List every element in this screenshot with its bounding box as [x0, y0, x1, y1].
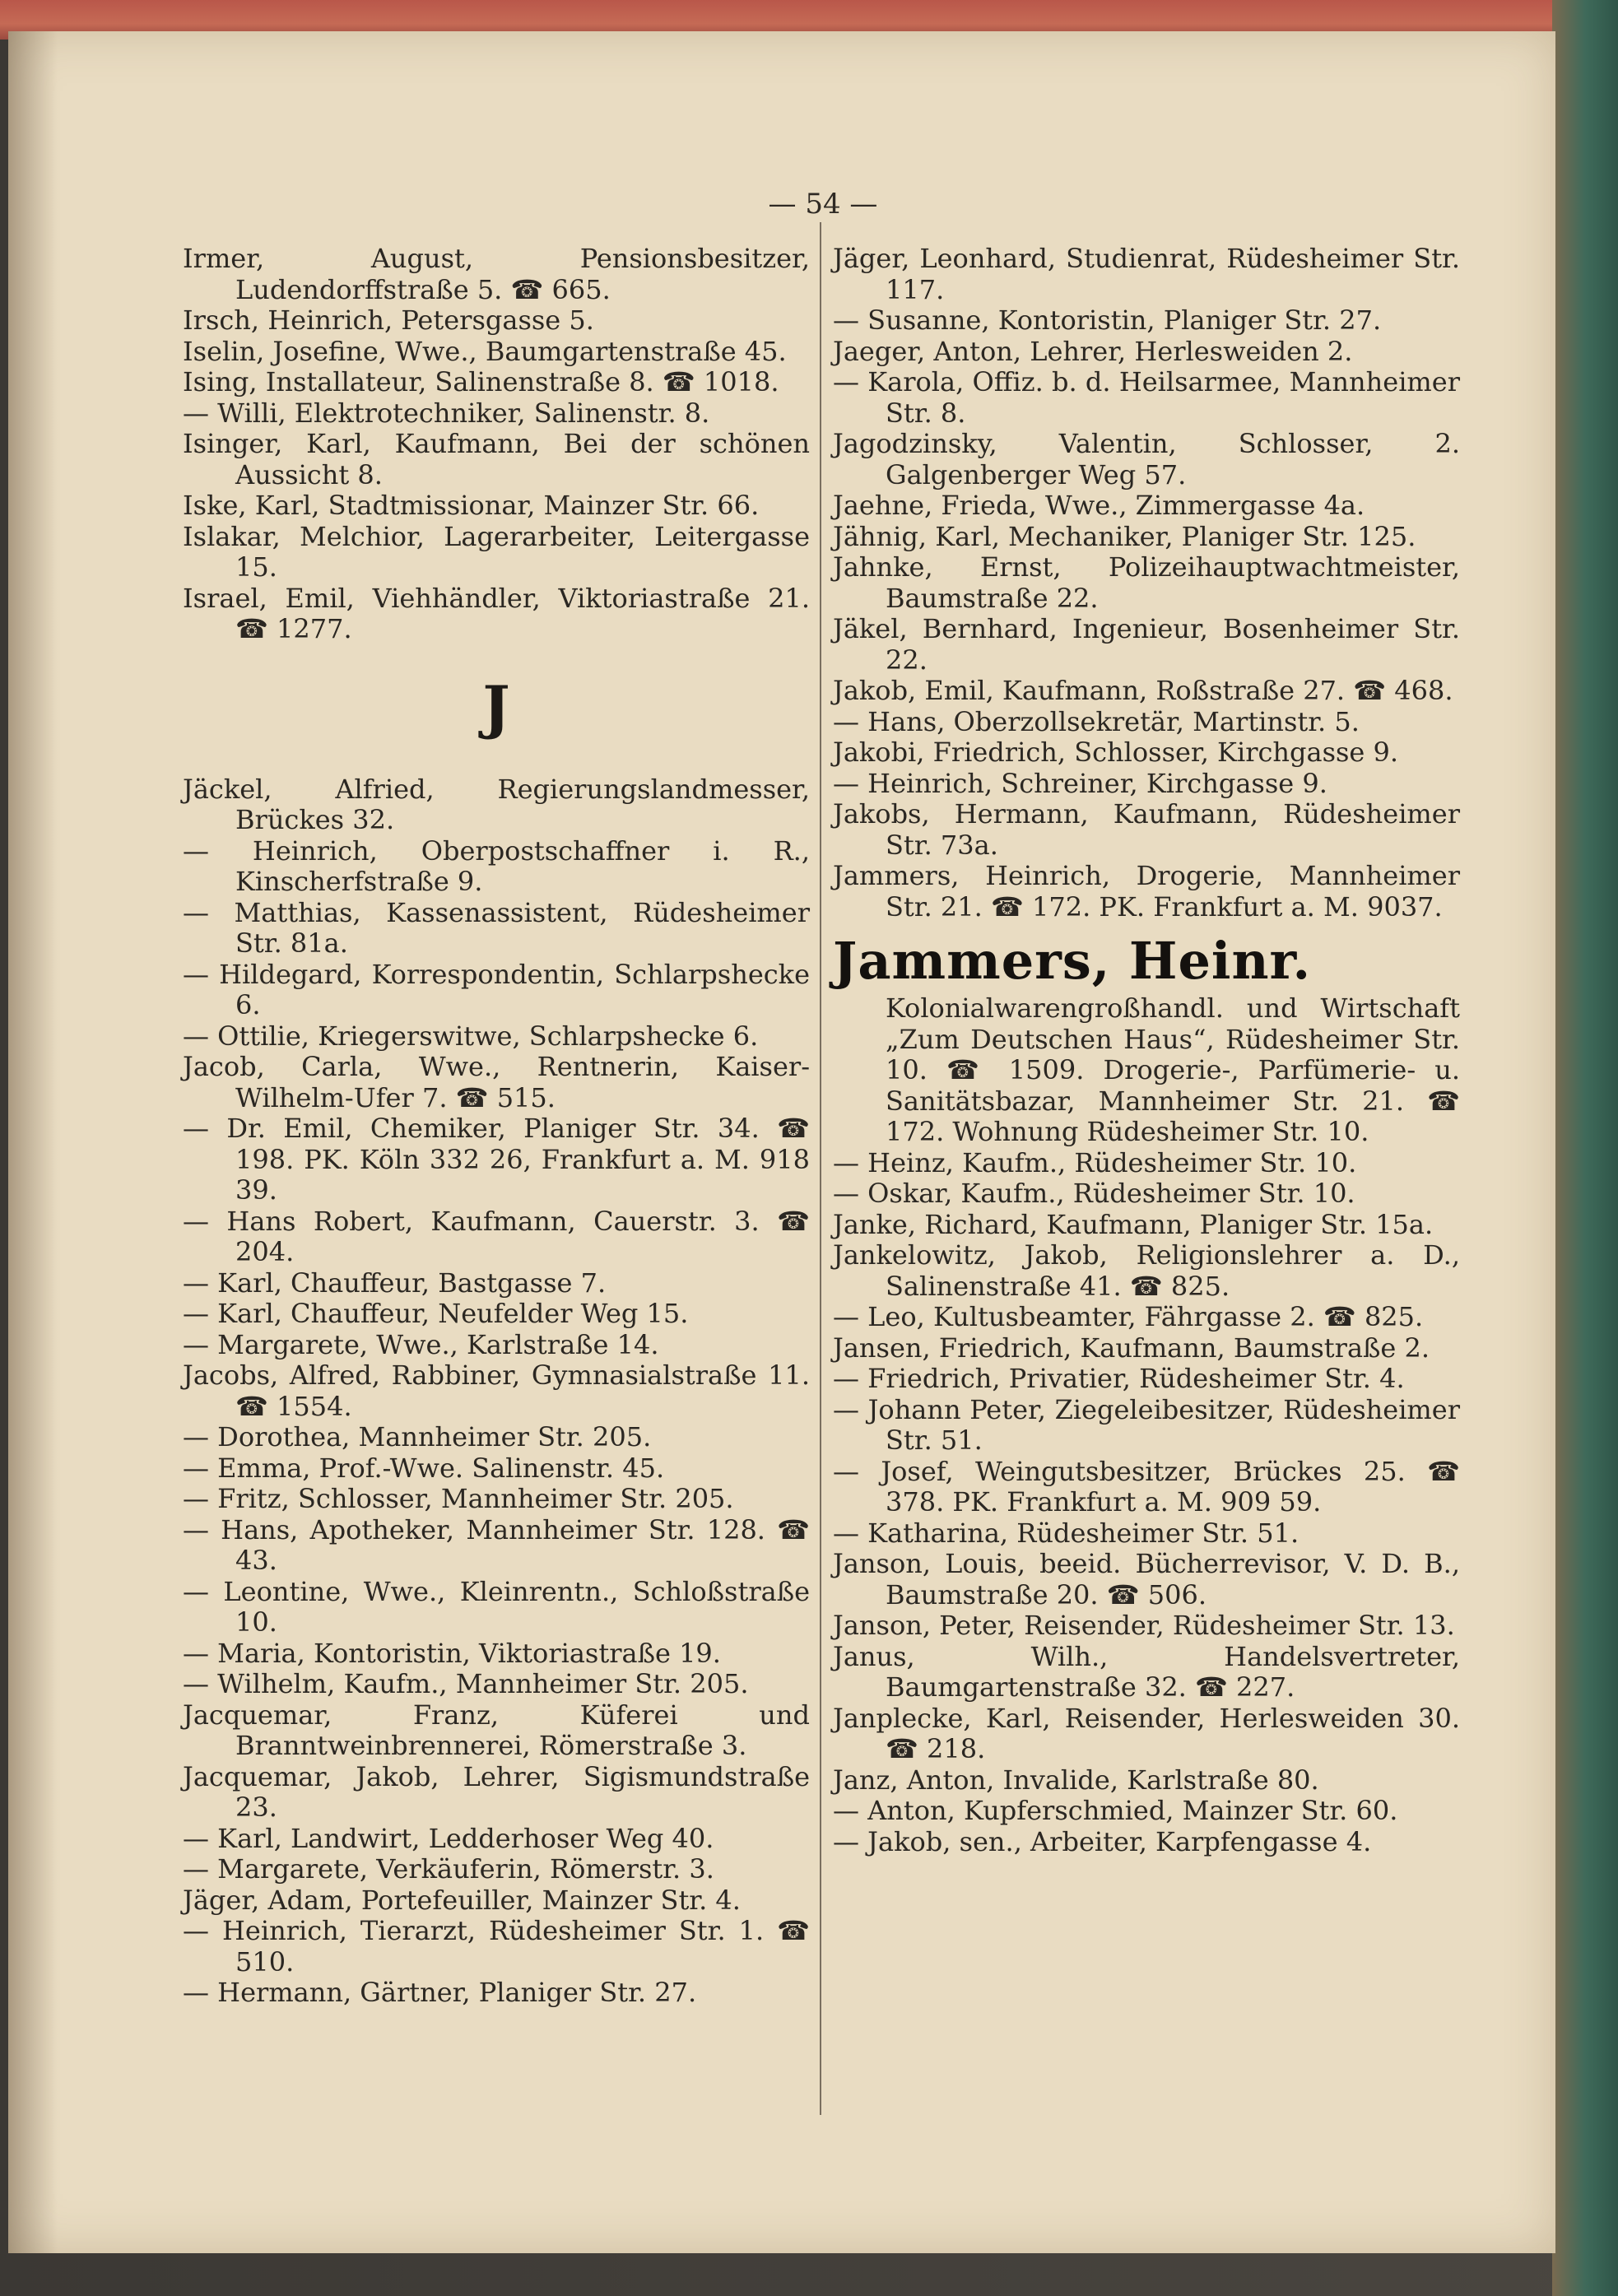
directory-entry: — Margarete, Wwe., Karlstraße 14. — [183, 1328, 659, 1360]
directory-entry: — Margarete, Verkäuferin, Römerstr. 3. — [183, 1853, 714, 1885]
directory-entry: Iselin, Josefine, Wwe., Baumgartenstraße 45. — [183, 335, 787, 367]
directory-entry: — Jakob, sen., Arbeiter, Karpfengasse 4. — [833, 1825, 1372, 1857]
directory-entry: Jahnke, Ernst, Polizeihauptwachtmeister, Baumstraße 22. — [833, 551, 1460, 614]
left-column — [183, 244, 810, 2009]
directory-entry: Islakar, Melchior, Lagerarbeiter, Leitergasse 15. — [183, 520, 810, 583]
directory-entry: Jacquemar, Jakob, Lehrer, Sigismundstraße 23. — [183, 1760, 810, 1823]
directory-entry: Jansen, Friedrich, Kaufmann, Baumstraße 2. — [833, 1332, 1430, 1364]
directory-entry: — Hildegard, Korrespondentin, Schlarpshecke 6. — [183, 958, 810, 1020]
directory-entry: Jaehne, Frieda, Wwe., Zimmergasse 4a. — [833, 490, 1365, 521]
directory-entry: Jähnig, Karl, Mechaniker, Planiger Str. 125. — [833, 520, 1416, 552]
letter-heading: J — [482, 672, 510, 741]
directory-entry: — Heinrich, Tierarzt, Rüdesheimer Str. 1. ☎ 510. — [183, 1915, 810, 1978]
left-entries-before — [183, 244, 810, 645]
book-spine-edge — [1552, 0, 1618, 2296]
directory-entry: Jaeger, Anton, Lehrer, Herlesweiden 2. — [833, 335, 1353, 367]
right-entries-after — [833, 1148, 1460, 1858]
directory-entry: — Oskar, Kaufm., Rüdesheimer Str. 10. — [833, 1178, 1355, 1209]
directory-entry: Jäkel, Bernhard, Ingenieur, Bosenheimer Str. 22. — [833, 613, 1460, 676]
page-number: — 54 — — [768, 188, 878, 221]
advertisement-text: Kolonialwarengroßhandl. und Wirtschaft „Zum Deutschen Haus“, Rüdesheimer Str. 10. ☎ 1509. Drogerie-, Parfümerie- u. Sanitätsbazar, Mannheimer Str. 21. ☎ 172. Wohnung Rüdesheimer Str. 10. — [886, 992, 1460, 1147]
directory-entry: Janson, Louis, beeid. Bücherrevisor, V. D. B., Baumstraße 20. ☎ 506. — [833, 1548, 1460, 1610]
directory-entry: — Susanne, Kontoristin, Planiger Str. 27. — [833, 304, 1382, 336]
directory-entry: — Heinrich, Oberpostschaffner i. R., Kinscherfstraße 9. — [183, 834, 810, 897]
directory-entry: — Karl, Chauffeur, Bastgasse 7. — [183, 1267, 607, 1299]
directory-entry: — Friedrich, Privatier, Rüdesheimer Str. 4. — [833, 1363, 1405, 1394]
directory-entry: — Hans, Apotheker, Mannheimer Str. 128. ☎ 43. — [183, 1513, 810, 1576]
directory-entry: — Karl, Chauffeur, Neufelder Weg 15. — [183, 1298, 689, 1329]
directory-entry: Jacobs, Alfred, Rabbiner, Gymnasialstraße 11. ☎ 1554. — [183, 1359, 810, 1422]
directory-entry: — Leo, Kultusbeamter, Fährgasse 2. ☎ 825. — [833, 1301, 1424, 1332]
directory-entry: Irsch, Heinrich, Petersgasse 5. — [183, 304, 594, 336]
directory-entry: Jäckel, Alfried, Regierungslandmesser, Brückes 32. — [183, 773, 810, 835]
directory-entry: Isinger, Karl, Kaufmann, Bei der schönen Aussicht 8. — [183, 428, 810, 490]
directory-entry: Janke, Richard, Kaufmann, Planiger Str. 15a. — [833, 1208, 1434, 1240]
directory-entry: — Fritz, Schlosser, Mannheimer Str. 205. — [183, 1483, 734, 1514]
directory-entry: — Karl, Landwirt, Ledderhoser Weg 40. — [183, 1822, 714, 1854]
directory-entry: — Katharina, Rüdesheimer Str. 51. — [833, 1517, 1300, 1549]
right-column — [833, 244, 1460, 1857]
left-entries-after — [183, 774, 810, 2009]
directory-entry: Jäger, Adam, Portefeuiller, Mainzer Str. 4. — [183, 1884, 741, 1916]
directory-entry: Jankelowitz, Jakob, Religionslehrer a. D., Salinenstraße 41. ☎ 825. — [833, 1239, 1460, 1302]
directory-entry: — Anton, Kupferschmied, Mainzer Str. 60. — [833, 1795, 1398, 1826]
directory-entry: — Wilhelm, Kaufm., Mannheimer Str. 205. — [183, 1668, 749, 1699]
directory-entry: — Karola, Offiz. b. d. Heilsarmee, Mannheimer Str. 8. — [833, 366, 1460, 429]
directory-entry: Irmer, August, Pensionsbesitzer, Ludendorffstraße 5. ☎ 665. — [183, 243, 810, 305]
directory-entry: — Dorothea, Mannheimer Str. 205. — [183, 1421, 652, 1452]
directory-entry: — Hans, Oberzollsekretär, Martinstr. 5. — [833, 705, 1360, 737]
directory-entry: — Ottilie, Kriegerswitwe, Schlarpshecke 6. — [183, 1020, 759, 1052]
directory-entry: — Heinz, Kaufm., Rüdesheimer Str. 10. — [833, 1146, 1357, 1178]
directory-entry: — Emma, Prof.-Wwe. Salinenstr. 45. — [183, 1452, 665, 1484]
directory-entry: — Heinrich, Schreiner, Kirchgasse 9. — [833, 767, 1327, 799]
directory-entry: — Josef, Weingutsbesitzer, Brückes 25. ☎ 378. PK. Frankfurt a. M. 909 59. — [833, 1455, 1460, 1517]
directory-entry: — Dr. Emil, Chemiker, Planiger Str. 34. ☎ 198. PK. Köln 332 26, Frankfurt a. M. 918 39. — [183, 1113, 810, 1206]
directory-entry: Jakob, Emil, Kaufmann, Roßstraße 27. ☎ 468. — [833, 675, 1453, 706]
right-entries-before — [833, 244, 1460, 923]
advertisement-title: Jammers, Heinr. — [833, 931, 1312, 991]
directory-entry: Janus, Wilh., Handelsvertreter, Baumgartenstraße 32. ☎ 227. — [833, 1640, 1460, 1703]
directory-entry: Jacob, Carla, Wwe., Rentnerin, Kaiser-Wilhelm-Ufer 7. ☎ 515. — [183, 1051, 810, 1113]
directory-entry: Iske, Karl, Stadtmissionar, Mainzer Str. 66. — [183, 490, 760, 521]
directory-entry: — Leontine, Wwe., Kleinrentn., Schloßstraße 10. — [183, 1575, 810, 1638]
directory-entry: Jacquemar, Franz, Küferei und Branntweinbrennerei, Römerstraße 3. — [183, 1699, 810, 1761]
directory-entry: Ising, Installateur, Salinenstraße 8. ☎ 1018. — [183, 366, 779, 397]
page-gutter-shadow — [8, 31, 58, 2253]
directory-entry: Jakobi, Friedrich, Schlosser, Kirchgasse 9. — [833, 737, 1399, 768]
directory-entry: Jammers, Heinrich, Drogerie, Mannheimer Str. 21. ☎ 172. PK. Frankfurt a. M. 9037. — [833, 860, 1460, 923]
directory-entry: Jagodzinsky, Valentin, Schlosser, 2. Galgenberger Weg 57. — [833, 428, 1460, 490]
directory-entry: — Willi, Elektrotechniker, Salinenstr. 8. — [183, 397, 710, 429]
directory-entry: — Johann Peter, Ziegeleibesitzer, Rüdesheimer Str. 51. — [833, 1393, 1460, 1456]
directory-entry: Janson, Peter, Reisender, Rüdesheimer Str. 13. — [833, 1610, 1455, 1641]
directory-entry: Jäger, Leonhard, Studienrat, Rüdesheimer Str. 117. — [833, 243, 1460, 305]
directory-entry: — Hans Robert, Kaufmann, Cauerstr. 3. ☎ 204. — [183, 1205, 810, 1267]
directory-entry: — Matthias, Kassenassistent, Rüdesheimer Str. 81a. — [183, 896, 810, 959]
directory-entry: — Hermann, Gärtner, Planiger Str. 27. — [183, 1977, 697, 2008]
directory-entry: — Maria, Kontoristin, Viktoriastraße 19. — [183, 1637, 721, 1669]
column-divider — [820, 222, 821, 2115]
directory-entry: Janplecke, Karl, Reisender, Herlesweiden 30. ☎ 218. — [833, 1702, 1460, 1764]
directory-entry: Janz, Anton, Invalide, Karlstraße 80. — [833, 1764, 1319, 1796]
directory-entry: Jakobs, Hermann, Kaufmann, Rüdesheimer Str. 73a. — [833, 798, 1460, 861]
directory-entry: Israel, Emil, Viehhändler, Viktoriastraße 21. ☎ 1277. — [183, 582, 810, 644]
